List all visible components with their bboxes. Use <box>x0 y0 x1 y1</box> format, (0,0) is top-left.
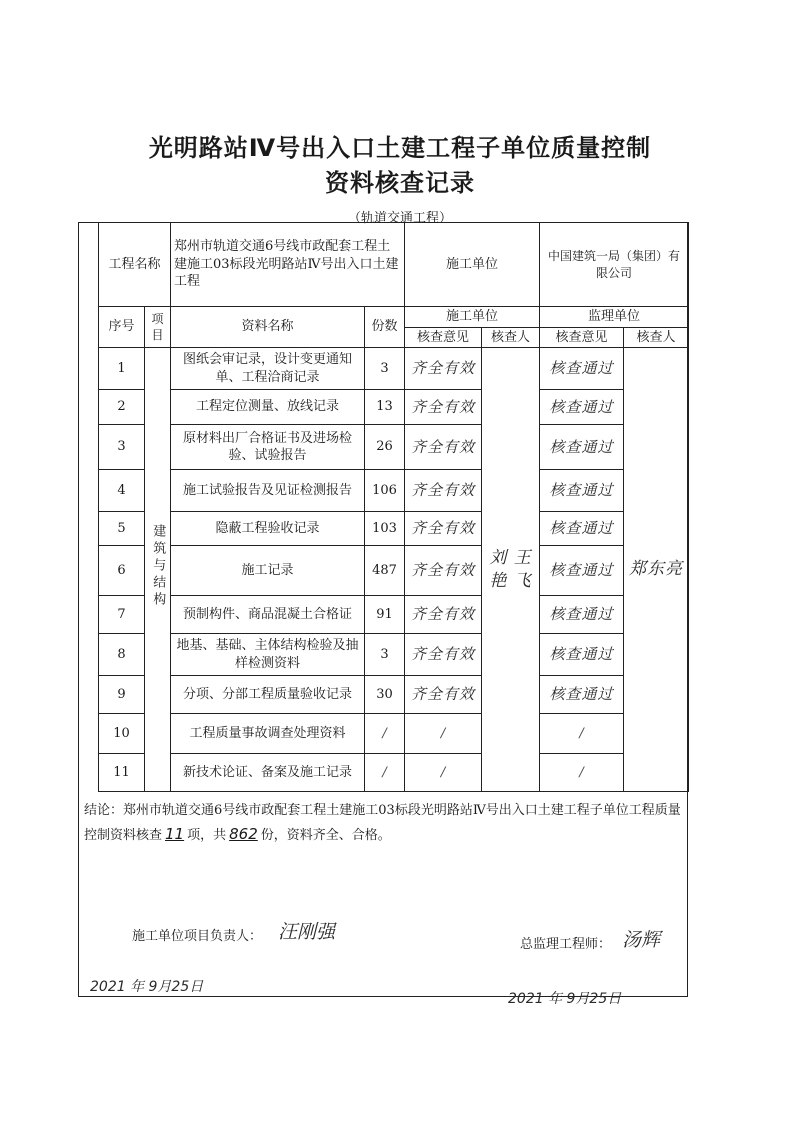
contractor-date: 2021 年 9月25日 <box>90 979 204 995</box>
row-copies: 13 <box>365 390 405 425</box>
category-cell <box>145 348 171 792</box>
col-supervisor-header: 监理单位 <box>540 307 689 328</box>
row-seq: 8 <box>99 634 145 676</box>
row-copies: / <box>365 754 405 792</box>
row-doc-name: 工程定位测量、放线记录 <box>171 390 365 425</box>
row-doc-name: 地基、基础、主体结构检验及抽样检测资料 <box>171 634 365 676</box>
table-row <box>99 390 689 425</box>
document-subtitle: （轨道交通工程） <box>347 211 452 226</box>
row-seq: 11 <box>99 754 145 792</box>
row-seq: 3 <box>99 425 145 470</box>
row-doc-name: 施工记录 <box>171 546 365 596</box>
row-copies: 91 <box>365 596 405 634</box>
project-name-label: 工程名称 <box>99 223 171 307</box>
row-supervisor-opinion: 核查通过 <box>540 546 624 596</box>
contractor-checker-header: 核查人 <box>482 327 540 348</box>
col-seq-header: 序号 <box>99 307 145 348</box>
row-supervisor-opinion: 核查通过 <box>540 676 624 714</box>
conclusion <box>84 800 684 848</box>
project-row <box>99 223 689 307</box>
row-doc-name: 工程质量事故调查处理资料 <box>171 714 365 754</box>
col-contractor-header: 施工单位 <box>405 307 540 328</box>
table-row <box>99 634 689 676</box>
row-supervisor-opinion: 核查通过 <box>540 512 624 546</box>
supervisor-opinion-header: 核查意见 <box>540 327 624 348</box>
conclusion-mid: 项，共 <box>187 828 227 844</box>
row-supervisor-opinion: 核查通过 <box>540 390 624 425</box>
table-row <box>99 546 689 596</box>
row-contractor-opinion: 齐全有效 <box>405 512 482 546</box>
supervisor-checker-header: 核查人 <box>624 327 689 348</box>
row-copies: 3 <box>365 348 405 390</box>
chief-supervisor-label: 总监理工程师： <box>520 937 612 952</box>
contractor-value: 中国建筑一局（集团）有限公司 <box>540 223 689 307</box>
conclusion-text: 结论：郑州市轨道交通6号线市政配套工程土建施工03标段光明路站Ⅳ号出入口土建工程子单位工程质量控制资料核查 <box>84 803 681 844</box>
row-contractor-opinion: 齐全有效 <box>405 596 482 634</box>
row-supervisor-opinion: / <box>540 714 624 754</box>
row-seq: 9 <box>99 676 145 714</box>
row-doc-name: 预制构件、商品混凝土合格证 <box>171 596 365 634</box>
row-doc-name: 图纸会审记录，设计变更通知单、工程洽商记录 <box>171 348 365 390</box>
conclusion-copies-count: 862 <box>229 825 258 844</box>
supervisor-checker-signature: 郑东亮 <box>624 348 689 792</box>
table-row <box>99 512 689 546</box>
row-seq: 7 <box>99 596 145 634</box>
contractor-checker-signature: 刘 王艳 飞 <box>482 348 540 792</box>
row-seq: 5 <box>99 512 145 546</box>
records-table <box>98 222 689 792</box>
row-doc-name: 分项、分部工程质量验收记录 <box>171 676 365 714</box>
row-copies: 103 <box>365 512 405 546</box>
chief-supervisor-signature: 汤辉 <box>622 929 661 951</box>
row-copies: 106 <box>365 470 405 512</box>
row-copies: 30 <box>365 676 405 714</box>
row-supervisor-opinion: / <box>540 754 624 792</box>
row-contractor-opinion: 齐全有效 <box>405 425 482 470</box>
table-row <box>99 754 689 792</box>
row-contractor-opinion: 齐全有效 <box>405 470 482 512</box>
contractor-label: 施工单位 <box>405 223 540 307</box>
row-seq: 10 <box>99 714 145 754</box>
row-supervisor-opinion: 核查通过 <box>540 470 624 512</box>
row-contractor-opinion: 齐全有效 <box>405 676 482 714</box>
row-copies: / <box>365 714 405 754</box>
row-contractor-opinion: 齐全有效 <box>405 348 482 390</box>
table-row <box>99 596 689 634</box>
table-row <box>99 348 689 390</box>
row-contractor-opinion: 齐全有效 <box>405 634 482 676</box>
row-supervisor-opinion: 核查通过 <box>540 348 624 390</box>
category-label: 建筑与结构 <box>150 524 166 610</box>
row-supervisor-opinion: 核查通过 <box>540 634 624 676</box>
col-item-header: 项目 <box>145 307 171 348</box>
supervisor-date: 2021 年 9月25日 <box>508 991 622 1007</box>
contractor-opinion-header: 核查意见 <box>405 327 482 348</box>
document-title-line1: 光明路站Ⅳ号出入口土建工程子单位质量控制 <box>148 134 652 162</box>
row-doc-name: 隐蔽工程验收记录 <box>171 512 365 546</box>
row-seq: 2 <box>99 390 145 425</box>
row-contractor-opinion: 齐全有效 <box>405 546 482 596</box>
row-contractor-opinion: / <box>405 754 482 792</box>
row-copies: 487 <box>365 546 405 596</box>
row-supervisor-opinion: 核查通过 <box>540 596 624 634</box>
col-doc-name-header: 资料名称 <box>171 307 365 348</box>
row-seq: 1 <box>99 348 145 390</box>
contractor-manager-signature: 汪刚强 <box>278 921 336 943</box>
row-copies: 26 <box>365 425 405 470</box>
header-row-1 <box>99 307 689 328</box>
table-row <box>99 425 689 470</box>
document-title-line2: 资料核查记录 <box>325 169 475 197</box>
col-copies-header: 份数 <box>365 307 405 348</box>
row-supervisor-opinion: 核查通过 <box>540 425 624 470</box>
table-row <box>99 676 689 714</box>
row-seq: 4 <box>99 470 145 512</box>
row-doc-name: 新技术论证、备案及施工记录 <box>171 754 365 792</box>
contractor-manager-label: 施工单位项目负责人： <box>132 929 263 944</box>
row-copies: 3 <box>365 634 405 676</box>
row-doc-name: 原材料出厂合格证书及进场检验、试验报告 <box>171 425 365 470</box>
conclusion-items-count: 11 <box>165 825 185 844</box>
row-seq: 6 <box>99 546 145 596</box>
table-row <box>99 470 689 512</box>
row-contractor-opinion: / <box>405 714 482 754</box>
conclusion-suffix: 份，资料齐全、合格。 <box>260 828 391 844</box>
row-doc-name: 施工试验报告及见证检测报告 <box>171 470 365 512</box>
table-row <box>99 714 689 754</box>
row-contractor-opinion: 齐全有效 <box>405 390 482 425</box>
project-name-value: 郑州市轨道交通6号线市政配套工程土建施工03标段光明路站Ⅳ号出入口土建工程 <box>171 223 405 307</box>
